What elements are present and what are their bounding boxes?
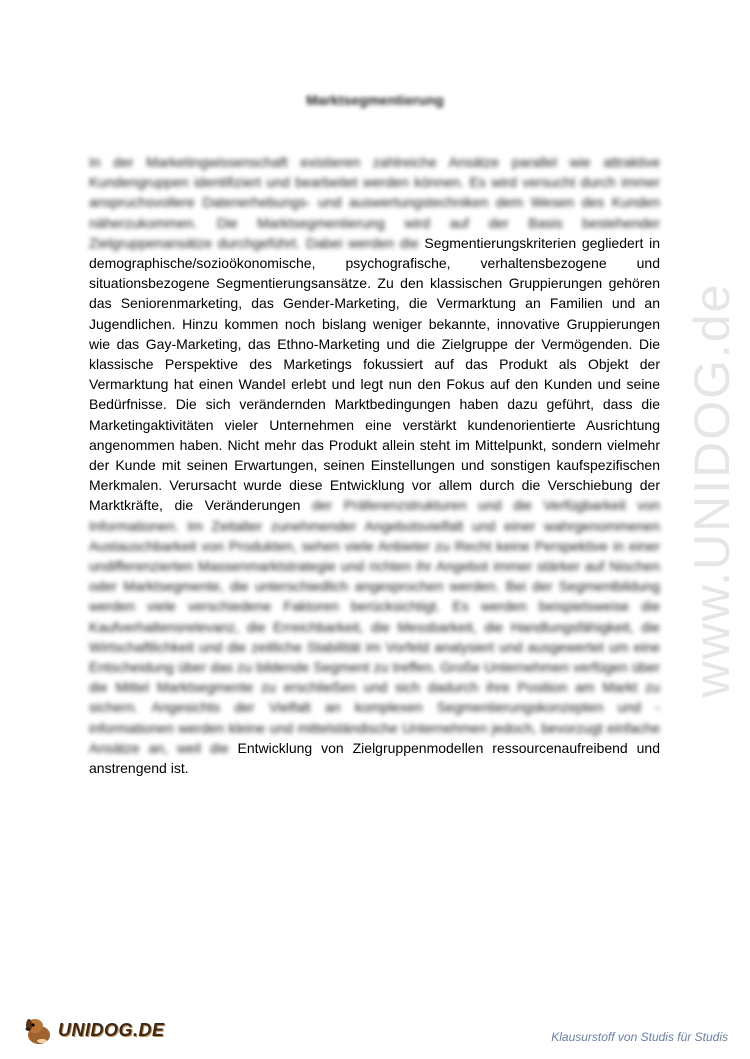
document-title: Marktsegmentierung: [306, 92, 444, 108]
logo-text: UNIDOG.DE: [58, 1019, 165, 1040]
footer-tagline: Klausurstoff von Studis für Studis: [551, 1030, 728, 1044]
dog-icon: [22, 1013, 56, 1047]
document-body: [89, 152, 660, 778]
blurred-text-top: In der Marketingwissenschaft existieren zahlreiche Ansätze parallel wie attraktive Kundengruppen identifiziert und bearbeitet werden können. Es wird versucht durch immer anspruchsvollere Datenerhebungs- und auswertungstechniken dem Wesen des Kunden näherzukommen. Die Marktsegmentierung wird auf der Basis bestehender Zielgruppenansätze durchgeführt. Dabei werden die: [89, 154, 660, 251]
watermark-text: www.UNIDOG.de: [684, 282, 740, 698]
blurred-text-bottom: der Präferenzstrukturen und die Verfügbarkeit von Informationen. Im Zeitalter zunehmender Angebotsvielfalt und einer wahrgenommenen Austauschbarkeit von Produkten, sehen viele Anbieter zu Recht keine Perspektive in einer undifferenzierten Massenmarktstrategie und richten ihr Angebot immer stärker auf Nischen oder Marktsegmente, die unterschiedlich angesprochen werden. Bei der Segmentbildung werden viele verschiedene Faktoren berücksichtigt. Es werden beispielsweise die Kaufverhaltensrelevanz, die Erreichbarkeit, die Messbarkeit, die Handlungsfähigkeit, die Wirtschaftlichkeit und die zeitliche Stabilität im Vorfeld analysiert und ausgewertet um eine Entscheidung über das zu bildende Segment zu treffen. Große Unternehmen verfügen über die Mittel Marktsegmente zu erschließen und sich dadurch ihre Position am Markt zu sichern. Angesichts der Vielfalt an komplexen Segmentierungskonzepten und -informationen werden kleine und mittelständische Unternehmen jedoch, bevorzugt einfache Ansätze an, weil die: [89, 497, 660, 756]
visible-text: Segmentierungskriterien gegliedert in demographische/sozioökonomische, psychografische, verhaltensbezogene und situationsbezogene Segmentierungsansätze. Zu den klassischen Gruppierungen gehören das Seniorenmarketing, das Gender-Marketing, die Vermarktung an Familien und an Jugendlichen. Hinzu kommen noch bislang weniger bekannte, innovative Gruppierungen wie das Gay-Marketing, das Ethno-Marketing und die Zielgruppe der Vermögenden. Die klassische Perspektive des Marketings fokussiert auf das Produkt als Objekt der Vermarktung hat einen Wandel erlebt und legt nun den Fokus auf den Kunden und seine Bedürfnisse. Die sich verändernden Marktbedingungen haben dazu geführt, dass die Marketingaktivitäten vieler Unternehmen eine verstärkt kundenorientierte Ausrichtung angenommen haben. Nicht mehr das Produkt allein steht im Mittelpunkt, sondern vielmehr der Kunde mit seinen Erwartungen, seinen Einstellungen und sonstigen kaufspezifischen Merkmalen. Verursacht wurde diese Entwicklung vor allem durch die Verschiebung der Marktkräfte, die Veränderungen: [89, 234, 660, 514]
visible-last-line: Entwicklung von Zielgruppenmodellen ressourcenaufreibend und anstrengend ist.: [89, 739, 660, 777]
unidog-logo: [22, 1012, 165, 1048]
